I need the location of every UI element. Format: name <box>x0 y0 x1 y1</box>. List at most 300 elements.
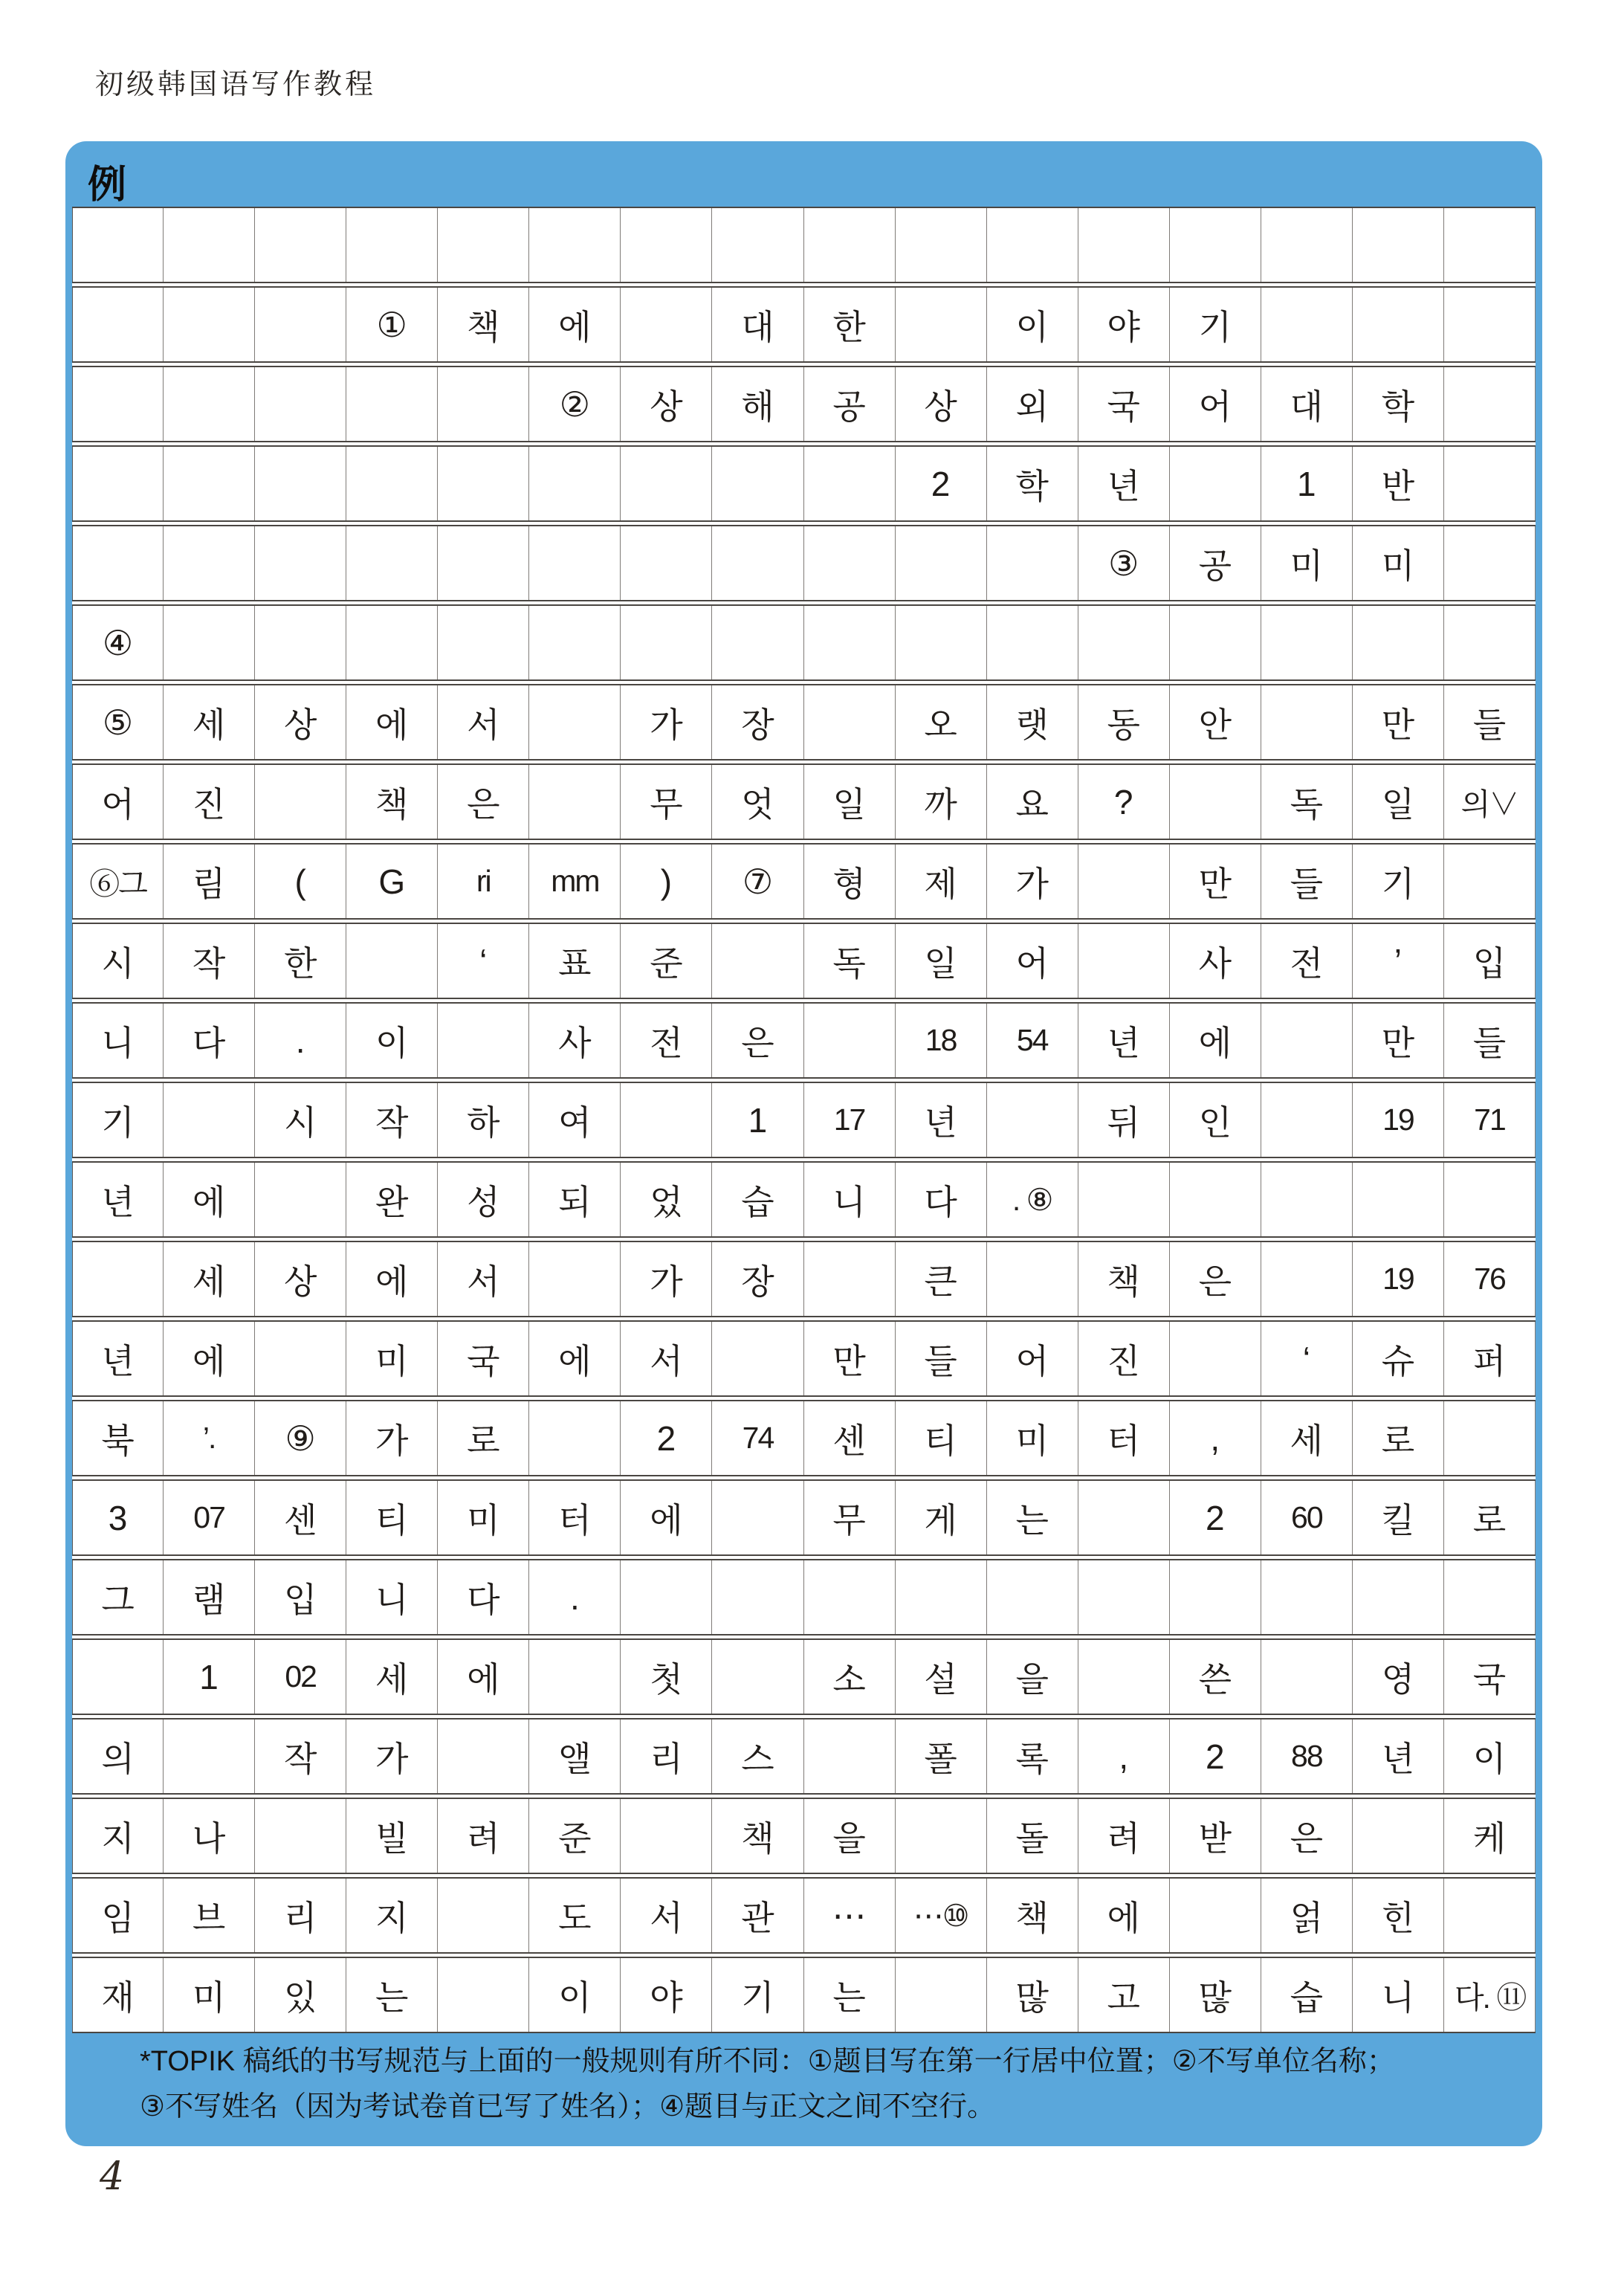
grid-cell: 에 <box>1078 1879 1170 1952</box>
grid-cell <box>438 367 529 441</box>
grid-cell: 의∨ <box>1444 765 1536 839</box>
example-box-label: 例 <box>88 164 129 207</box>
grid-cell <box>346 924 438 998</box>
grid-row <box>72 843 1536 920</box>
grid-cell <box>987 606 1078 679</box>
grid-cell <box>438 447 529 520</box>
grid-cell: 서 <box>621 1879 712 1952</box>
grid-cell: 표 <box>529 924 621 998</box>
grid-cell <box>529 765 621 839</box>
grid-row <box>72 1082 1536 1158</box>
grid-cell <box>346 606 438 679</box>
grid-row <box>72 286 1536 363</box>
grid-cell: 기 <box>72 1083 164 1157</box>
grid-cell: 다 <box>164 1004 255 1077</box>
grid-cell: 습 <box>1261 1958 1353 2032</box>
grid-cell <box>987 1560 1078 1634</box>
grid-cell: ① <box>346 288 438 361</box>
grid-cell: 성 <box>438 1163 529 1236</box>
grid-cell: 미 <box>1353 526 1444 600</box>
grid-cell: 책 <box>346 765 438 839</box>
grid-cell <box>255 606 346 679</box>
grid-row <box>72 1161 1536 1238</box>
grid-cell: ’ <box>1353 924 1444 998</box>
grid-cell: 있 <box>255 1958 346 2032</box>
grid-cell: 2 <box>896 447 987 520</box>
grid-cell: 리 <box>621 1719 712 1793</box>
grid-cell: 에 <box>1170 1004 1261 1077</box>
grid-cell: 에 <box>621 1481 712 1554</box>
grid-cell: 에 <box>346 685 438 759</box>
grid-cell: 가 <box>987 845 1078 918</box>
grid-cell <box>804 1004 896 1077</box>
grid-cell: 첫 <box>621 1640 712 1714</box>
grid-row <box>72 1320 1536 1397</box>
example-box <box>65 141 1542 2146</box>
grid-cell: 에 <box>438 1640 529 1714</box>
grid-cell: 가 <box>621 1242 712 1316</box>
grid-cell: 게 <box>896 1481 987 1554</box>
grid-cell: 받 <box>1170 1799 1261 1873</box>
grid-cell: 이 <box>987 288 1078 361</box>
grid-cell <box>1353 288 1444 361</box>
grid-cell <box>804 208 896 282</box>
grid-cell: 19 <box>1353 1242 1444 1316</box>
manuscript-grid <box>72 207 1536 2033</box>
grid-row <box>72 1400 1536 1476</box>
grid-cell: 니 <box>346 1560 438 1634</box>
grid-cell <box>255 1322 346 1395</box>
grid-cell: 년 <box>1353 1719 1444 1793</box>
grid-cell: 에 <box>529 1322 621 1395</box>
grid-cell: 세 <box>164 1242 255 1316</box>
grid-cell: ⑤ <box>72 685 164 759</box>
footnote-line-1: *TOPIK 稿纸的书写规范与上面的一般规则有所不同：①题目写在第一行居中位置；②不写单位名称； <box>140 2046 1395 2077</box>
grid-cell: 는 <box>346 1958 438 2032</box>
grid-cell <box>438 606 529 679</box>
grid-cell: 진 <box>1078 1322 1170 1395</box>
grid-cell <box>255 765 346 839</box>
grid-cell: 형 <box>804 845 896 918</box>
grid-cell: 전 <box>1261 924 1353 998</box>
grid-cell: 07 <box>164 1481 255 1554</box>
grid-cell <box>1261 685 1353 759</box>
grid-cell: 리 <box>255 1879 346 1952</box>
grid-cell: ⋯ <box>804 1879 896 1952</box>
grid-cell: 진 <box>164 765 255 839</box>
grid-cell: 3 <box>72 1481 164 1554</box>
grid-cell: 들 <box>1444 1004 1536 1077</box>
grid-cell <box>896 288 987 361</box>
grid-cell <box>529 606 621 679</box>
grid-cell: 시 <box>255 1083 346 1157</box>
grid-cell: 년 <box>896 1083 987 1157</box>
grid-cell: 에 <box>164 1322 255 1395</box>
grid-cell: 02 <box>255 1640 346 1714</box>
grid-row <box>72 1638 1536 1715</box>
grid-cell: 만 <box>804 1322 896 1395</box>
grid-cell: ⑥그 <box>72 845 164 918</box>
grid-cell <box>72 526 164 600</box>
grid-cell <box>72 1242 164 1316</box>
grid-cell <box>987 1242 1078 1316</box>
grid-cell <box>1444 1401 1536 1475</box>
grid-cell: ⑦ <box>712 845 803 918</box>
grid-cell: 학 <box>987 447 1078 520</box>
grid-cell: 들 <box>1261 845 1353 918</box>
grid-cell <box>804 606 896 679</box>
grid-cell <box>1444 845 1536 918</box>
grid-cell <box>987 208 1078 282</box>
grid-cell: 상 <box>255 685 346 759</box>
grid-cell: 공 <box>1170 526 1261 600</box>
grid-cell <box>1444 606 1536 679</box>
grid-cell: 힌 <box>1353 1879 1444 1952</box>
grid-cell: 센 <box>255 1481 346 1554</box>
grid-cell: 년 <box>72 1322 164 1395</box>
grid-cell <box>1353 1163 1444 1236</box>
grid-cell <box>164 447 255 520</box>
grid-cell <box>1261 288 1353 361</box>
grid-cell: 미 <box>987 1401 1078 1475</box>
grid-cell <box>529 1401 621 1475</box>
grid-cell <box>1261 606 1353 679</box>
grid-cell: . <box>529 1560 621 1634</box>
grid-cell: 상 <box>621 367 712 441</box>
grid-cell: 다. ⑪ <box>1444 1958 1536 2032</box>
grid-cell: 뒤 <box>1078 1083 1170 1157</box>
grid-cell: 에 <box>529 288 621 361</box>
grid-cell: 야 <box>621 1958 712 2032</box>
grid-cell: 국 <box>438 1322 529 1395</box>
grid-cell <box>1353 606 1444 679</box>
grid-cell: 입 <box>255 1560 346 1634</box>
grid-cell <box>621 1560 712 1634</box>
grid-cell <box>896 1799 987 1873</box>
grid-cell <box>896 606 987 679</box>
grid-cell: 니 <box>1353 1958 1444 2032</box>
grid-cell <box>438 1719 529 1793</box>
grid-cell: 램 <box>164 1560 255 1634</box>
grid-cell: 얽 <box>1261 1879 1353 1952</box>
grid-cell <box>621 1083 712 1157</box>
grid-cell <box>1170 1879 1261 1952</box>
grid-cell: 로 <box>438 1401 529 1475</box>
grid-cell: 센 <box>804 1401 896 1475</box>
grid-cell: 완 <box>346 1163 438 1236</box>
grid-cell: 일 <box>896 924 987 998</box>
grid-cell: 나 <box>164 1799 255 1873</box>
grid-cell: 서 <box>438 1242 529 1316</box>
grid-cell: ’. <box>164 1401 255 1475</box>
grid-cell <box>1261 208 1353 282</box>
grid-cell <box>529 526 621 600</box>
grid-cell <box>621 208 712 282</box>
grid-cell <box>1170 606 1261 679</box>
grid-cell: 도 <box>529 1879 621 1952</box>
grid-cell: 티 <box>346 1481 438 1554</box>
grid-cell: 소 <box>804 1640 896 1714</box>
grid-cell: 전 <box>621 1004 712 1077</box>
grid-cell: 가 <box>621 685 712 759</box>
grid-cell: 많 <box>1170 1958 1261 2032</box>
grid-cell <box>1078 1163 1170 1236</box>
grid-cell <box>255 288 346 361</box>
grid-cell: 에 <box>346 1242 438 1316</box>
grid-cell: 돌 <box>987 1799 1078 1873</box>
grid-cell: 해 <box>712 367 803 441</box>
grid-cell: 대 <box>1261 367 1353 441</box>
grid-cell: 어 <box>72 765 164 839</box>
grid-cell: 2 <box>621 1401 712 1475</box>
grid-cell: 동 <box>1078 685 1170 759</box>
grid-cell <box>1170 765 1261 839</box>
grid-cell: 작 <box>346 1083 438 1157</box>
grid-cell <box>438 1004 529 1077</box>
grid-cell: 은 <box>438 765 529 839</box>
grid-cell: 1 <box>1261 447 1353 520</box>
grid-cell <box>1170 1322 1261 1395</box>
grid-cell: 로 <box>1444 1481 1536 1554</box>
grid-cell: 앨 <box>529 1719 621 1793</box>
grid-cell <box>1261 1083 1353 1157</box>
grid-cell <box>1444 526 1536 600</box>
footnote-line-2: ③不写姓名（因为考试卷首已写了姓名）；④题目与正文之间不空行。 <box>140 2091 996 2122</box>
grid-cell <box>621 1799 712 1873</box>
grid-cell: 이 <box>346 1004 438 1077</box>
grid-cell <box>72 1640 164 1714</box>
grid-cell: 만 <box>1170 845 1261 918</box>
grid-cell <box>712 1640 803 1714</box>
grid-cell: ri <box>438 845 529 918</box>
grid-cell <box>1261 1004 1353 1077</box>
grid-cell: 쓴 <box>1170 1640 1261 1714</box>
grid-cell: 스 <box>712 1719 803 1793</box>
grid-row <box>72 1559 1536 1635</box>
grid-row <box>72 923 1536 999</box>
grid-cell <box>1444 1163 1536 1236</box>
grid-cell: 책 <box>1078 1242 1170 1316</box>
grid-row <box>72 445 1536 522</box>
grid-cell <box>72 447 164 520</box>
grid-cell: 장 <box>712 1242 803 1316</box>
grid-cell: G <box>346 845 438 918</box>
grid-cell <box>1444 447 1536 520</box>
grid-cell <box>712 924 803 998</box>
grid-cell: ④ <box>72 606 164 679</box>
grid-cell: 기 <box>1353 845 1444 918</box>
grid-cell: 무 <box>804 1481 896 1554</box>
grid-cell: ③ <box>1078 526 1170 600</box>
grid-cell <box>987 1083 1078 1157</box>
grid-cell <box>1444 1879 1536 1952</box>
grid-cell: 년 <box>1078 1004 1170 1077</box>
grid-cell: 림 <box>164 845 255 918</box>
grid-cell: 록 <box>987 1719 1078 1793</box>
grid-cell: 세 <box>1261 1401 1353 1475</box>
grid-cell <box>164 606 255 679</box>
grid-row <box>72 366 1536 442</box>
grid-cell: 작 <box>255 1719 346 1793</box>
grid-cell: 재 <box>72 1958 164 2032</box>
grid-cell <box>1353 1799 1444 1873</box>
grid-cell: 슈 <box>1353 1322 1444 1395</box>
grid-cell: 국 <box>1078 367 1170 441</box>
grid-cell: 려 <box>1078 1799 1170 1873</box>
grid-cell: 독 <box>804 924 896 998</box>
grid-cell: 사 <box>1170 924 1261 998</box>
grid-cell: 외 <box>987 367 1078 441</box>
grid-row <box>72 207 1536 283</box>
grid-cell: 미 <box>438 1481 529 1554</box>
grid-cell: 74 <box>712 1401 803 1475</box>
grid-cell: 어 <box>987 924 1078 998</box>
grid-cell: 가 <box>346 1719 438 1793</box>
grid-cell: 들 <box>896 1322 987 1395</box>
grid-cell: 만 <box>1353 1004 1444 1077</box>
grid-cell: 서 <box>438 685 529 759</box>
grid-cell <box>1078 606 1170 679</box>
grid-cell: 설 <box>896 1640 987 1714</box>
grid-row <box>72 1877 1536 1954</box>
grid-cell <box>1170 208 1261 282</box>
grid-cell: 책 <box>438 288 529 361</box>
grid-cell <box>896 1958 987 2032</box>
grid-cell: ? <box>1078 765 1170 839</box>
grid-cell <box>1170 1163 1261 1236</box>
grid-row <box>72 763 1536 840</box>
grid-cell: 지 <box>346 1879 438 1952</box>
grid-cell <box>1353 208 1444 282</box>
grid-cell: ⑨ <box>255 1401 346 1475</box>
grid-cell <box>164 208 255 282</box>
grid-cell: 준 <box>529 1799 621 1873</box>
grid-cell: 무 <box>621 765 712 839</box>
grid-cell <box>621 526 712 600</box>
grid-cell <box>1170 1560 1261 1634</box>
grid-row <box>72 525 1536 601</box>
grid-cell <box>1261 1163 1353 1236</box>
grid-cell <box>438 208 529 282</box>
grid-cell: 어 <box>987 1322 1078 1395</box>
grid-cell <box>804 526 896 600</box>
grid-cell: 책 <box>987 1879 1078 1952</box>
grid-row <box>72 1718 1536 1795</box>
grid-cell: 브 <box>164 1879 255 1952</box>
grid-cell: 터 <box>1078 1401 1170 1475</box>
grid-cell <box>529 1640 621 1714</box>
grid-cell <box>712 1481 803 1554</box>
grid-cell: 71 <box>1444 1083 1536 1157</box>
grid-cell <box>1261 1560 1353 1634</box>
grid-cell: 킬 <box>1353 1481 1444 1554</box>
grid-cell: 지 <box>72 1799 164 1873</box>
topik-footnote <box>140 2039 1507 2130</box>
grid-cell: 오 <box>896 685 987 759</box>
grid-cell: 학 <box>1353 367 1444 441</box>
grid-row <box>72 1479 1536 1556</box>
grid-cell: 많 <box>987 1958 1078 2032</box>
grid-cell: 는 <box>804 1958 896 2032</box>
grid-cell: 년 <box>1078 447 1170 520</box>
grid-cell <box>1078 845 1170 918</box>
grid-cell <box>987 526 1078 600</box>
grid-cell: 대 <box>712 288 803 361</box>
grid-cell <box>804 447 896 520</box>
grid-cell: ② <box>529 367 621 441</box>
grid-cell <box>712 526 803 600</box>
grid-cell: , <box>1170 1401 1261 1475</box>
grid-cell <box>712 606 803 679</box>
grid-cell: 제 <box>896 845 987 918</box>
grid-cell <box>72 288 164 361</box>
grid-cell: 가 <box>346 1401 438 1475</box>
grid-cell <box>529 447 621 520</box>
grid-cell <box>346 526 438 600</box>
grid-cell <box>1078 208 1170 282</box>
grid-cell: 에 <box>164 1163 255 1236</box>
grid-cell <box>255 447 346 520</box>
grid-cell: 입 <box>1444 924 1536 998</box>
grid-cell: 1 <box>164 1640 255 1714</box>
grid-cell: 54 <box>987 1004 1078 1077</box>
grid-cell: 려 <box>438 1799 529 1873</box>
grid-cell: 을 <box>987 1640 1078 1714</box>
grid-cell: ‘ <box>438 924 529 998</box>
grid-cell <box>804 1719 896 1793</box>
grid-cell: 티 <box>896 1401 987 1475</box>
grid-cell <box>346 447 438 520</box>
grid-cell: 1 <box>712 1083 803 1157</box>
grid-row <box>72 1798 1536 1874</box>
grid-cell <box>1444 208 1536 282</box>
grid-cell: 이 <box>1444 1719 1536 1793</box>
grid-cell: 일 <box>1353 765 1444 839</box>
grid-cell: 책 <box>712 1799 803 1873</box>
grid-cell: 88 <box>1261 1719 1353 1793</box>
grid-cell: 반 <box>1353 447 1444 520</box>
grid-cell: . ⑧ <box>987 1163 1078 1236</box>
grid-cell: 이 <box>529 1958 621 2032</box>
grid-cell: 미 <box>1261 526 1353 600</box>
grid-cell <box>346 367 438 441</box>
grid-cell <box>1261 1640 1353 1714</box>
grid-cell <box>804 1560 896 1634</box>
grid-cell: 빌 <box>346 1799 438 1873</box>
grid-cell: 2 <box>1170 1481 1261 1554</box>
grid-cell: mm <box>529 845 621 918</box>
grid-cell <box>896 1560 987 1634</box>
grid-cell: 었 <box>621 1163 712 1236</box>
grid-cell: 작 <box>164 924 255 998</box>
grid-cell <box>72 208 164 282</box>
grid-cell: 여 <box>529 1083 621 1157</box>
grid-cell <box>255 526 346 600</box>
grid-cell <box>1170 447 1261 520</box>
grid-cell <box>438 1958 529 2032</box>
page-number: 4 <box>100 2154 125 2199</box>
grid-cell <box>1078 1640 1170 1714</box>
grid-cell: 상 <box>896 367 987 441</box>
grid-cell: 년 <box>72 1163 164 1236</box>
grid-cell <box>164 1719 255 1793</box>
grid-cell: 만 <box>1353 685 1444 759</box>
grid-cell: 19 <box>1353 1083 1444 1157</box>
grid-cell: 그 <box>72 1560 164 1634</box>
grid-cell: ) <box>621 845 712 918</box>
grid-cell <box>346 208 438 282</box>
grid-cell: 하 <box>438 1083 529 1157</box>
